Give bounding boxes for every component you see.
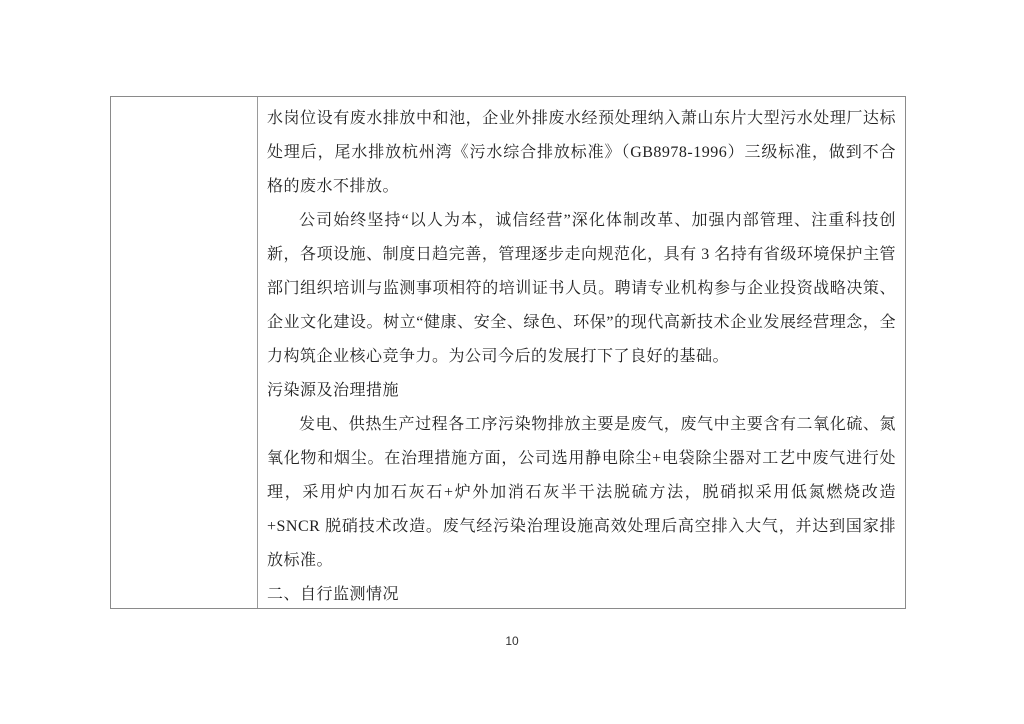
page-number: 10 [505, 634, 519, 648]
table-left-cell [111, 97, 258, 608]
table-content-cell [258, 97, 905, 608]
paragraph-company-management: 公司始终坚持“以人为本，诚信经营”深化体制改革、加强内部管理、注重科技创新，各项设施、制度日趋完善，管理逐步走向规范化，具有 3 名持有省级环境保护主管部门组织培训与监测事项相符的培训证书人员。聘请专业机构参与企业投资战略决策、企业文化建设。树立“健康、安全、绿色、环保”的现代高新技术企业发展经营理念，全力构筑企业核心竞争力。为公司今后的发展打下了良好的基础。 [267, 212, 896, 365]
paragraph-wastewater: 水岗位设有废水排放中和池，企业外排废水经预处理纳入萧山东片大型污水处理厂达标处理后，尾水排放杭州湾《污水综合排放标准》（GB8978-1996）三级标准，做到不合格的废水不排放。 [267, 110, 896, 195]
section-heading-pollution-sources: 污染源及治理措施 [267, 382, 400, 399]
section-heading-self-monitoring: 二、自行监测情况 [267, 586, 400, 603]
content-table [110, 96, 906, 609]
paragraph-emissions-treatment: 发电、供热生产过程各工序污染物排放主要是废气，废气中主要含有二氧化硫、氮氧化物和烟尘。在治理措施方面，公司选用静电除尘+电袋除尘器对工艺中废气进行处理，采用炉内加石灰石+炉外加消石灰半干法脱硫方法，脱硝拟采用低氮燃烧改造+SNCR 脱硝技术改造。废气经污染治理设施高效处理后高空排入大气，并达到国家排放标准。 [267, 416, 896, 569]
